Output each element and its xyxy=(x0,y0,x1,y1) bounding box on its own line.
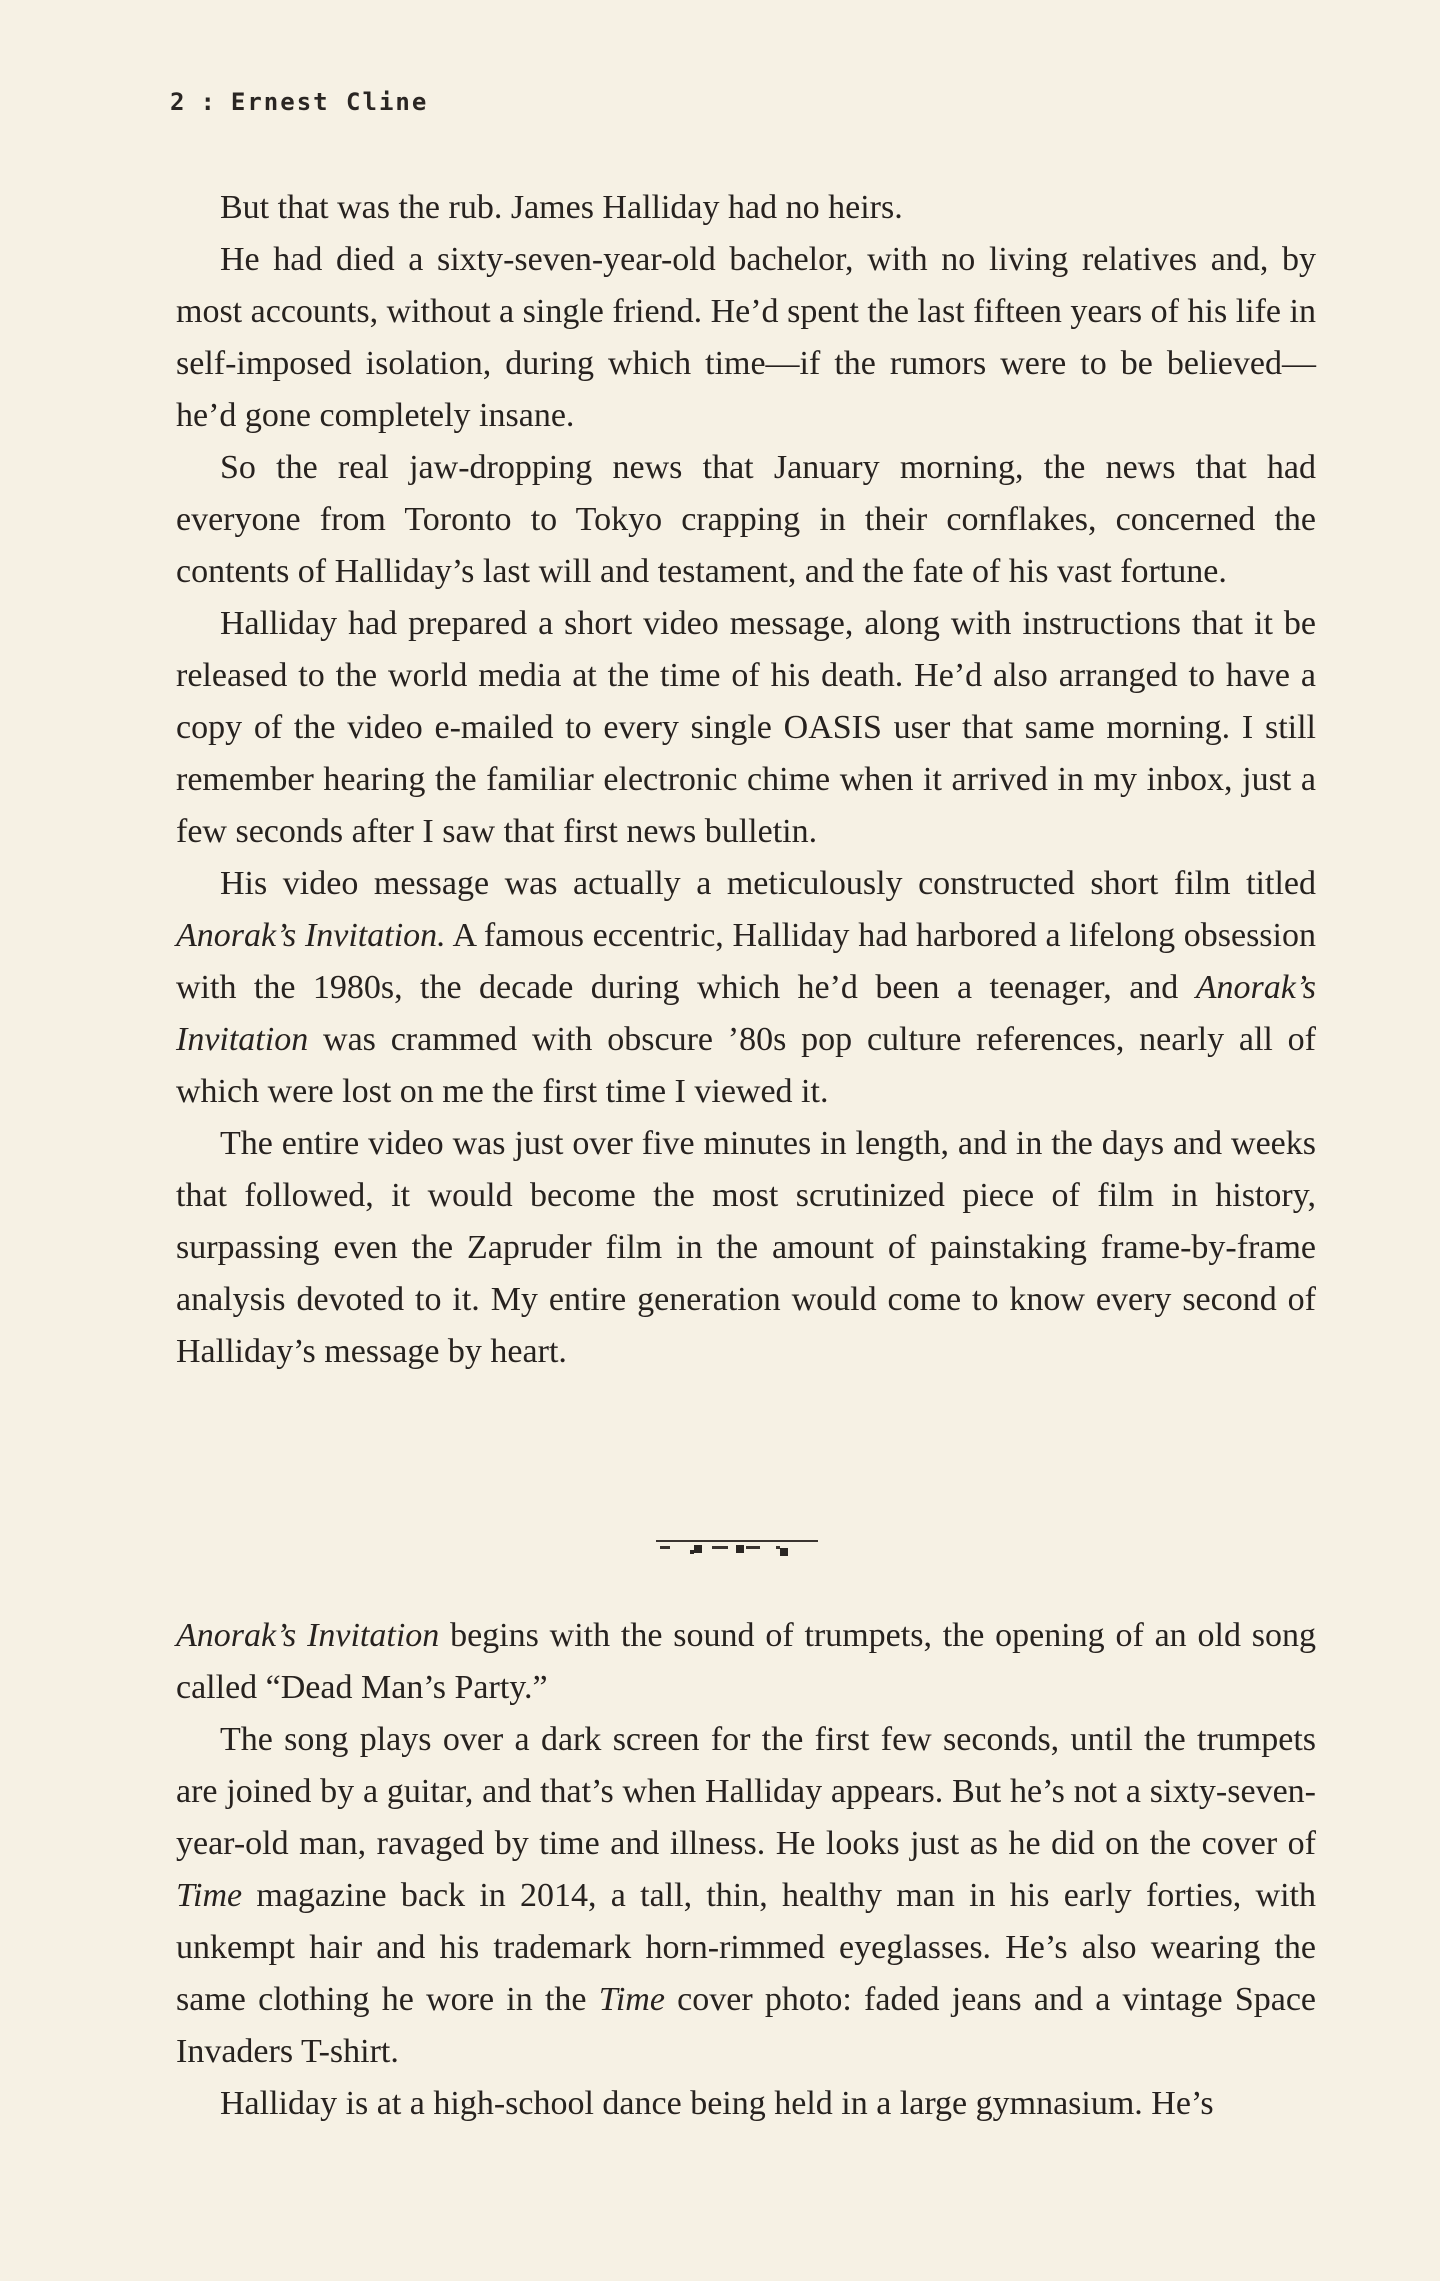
paragraph-9: Halliday is at a high-school dance being held in a large gymnasium. He’s xyxy=(220,2085,1214,2122)
page-number: 2 xyxy=(170,88,187,116)
p8-title: Time xyxy=(176,1877,243,1914)
paragraph-4: Halliday had prepared a short video message, along with instructions that it be released to the world media at the time of his death. He’d also arranged to have a copy of the video e-mailed to every single OASIS user that same morning. I still remember hearing the familiar electronic chime when it arrived in my inbox, just a few seconds after I saw that first news bulletin. xyxy=(176,605,1316,850)
p5-title-1: Anorak’s Invitation. xyxy=(176,917,446,954)
p7-after: begins with the sound of trumpets, the opening of an old song called “Dead Man’s Party.” xyxy=(176,1617,1316,1706)
body-text-top xyxy=(176,182,1316,1378)
body-text-bottom xyxy=(176,1610,1316,2130)
paragraph-2: He had died a sixty-seven-year-old bachelor, with no living relatives and, by most accounts, without a single friend. He’d spent the last fifteen years of his life in self-imposed isolation, during which time—if the rumors were to be believed—he’d gone completely insane. xyxy=(176,241,1316,434)
paragraph-8 xyxy=(176,1714,1316,2078)
author-name: Ernest Cline xyxy=(230,88,429,116)
paragraph-6: The entire video was just over five minutes in length, and in the days and weeks that followed, it would become the most scrutinized piece of film in history, surpassing even the Zapruder film in the amount of painstaking frame-by-frame analysis devoted to it. My entire generation would come to know every second of Halliday’s message by heart. xyxy=(176,1125,1316,1370)
p5-middle: A famous eccentric, Halliday had harbored a lifelong obsession with the 1980s, the decade during which he’d been a teenager, and xyxy=(176,917,1316,1006)
p7-title: Anorak’s Invitation xyxy=(176,1617,440,1654)
p5-before: His video message was actually a meticulously constructed short film titled xyxy=(220,865,1316,902)
p8-end: cover photo: faded jeans and a vintage Space Invaders T-shirt. xyxy=(176,1981,1317,2070)
p5-title-2: Anorak’s Invitation xyxy=(176,969,1316,1058)
p8-title-2: Time xyxy=(598,1981,665,2018)
pixel-invader-ornament-icon xyxy=(654,1536,824,1562)
paragraph-1: But that was the rub. James Halliday had no heirs. xyxy=(220,189,903,226)
p8-after: magazine back in 2014, a tall, thin, healthy man in his early forties, with unkempt hair and his trademark horn-rimmed eyeglasses. He’s also wearing the same clothing he wore in the xyxy=(176,1877,1317,2018)
p5-after: was crammed with obscure ’80s pop culture references, nearly all of which were lost on me the first time I viewed it. xyxy=(176,1021,1316,1110)
header-separator: : xyxy=(200,88,217,116)
running-head xyxy=(170,88,428,116)
paragraph-7 xyxy=(176,1610,1316,1714)
p8-text: The song plays over a dark screen for the first few seconds, until the trumpets are joined by a guitar, and that’s when Halliday appears. But he’s not a sixty-seven-year-old man, ravaged by time and illness. He looks just as he did on the cover of xyxy=(176,1721,1316,1862)
paragraph-3: So the real jaw-dropping news that January morning, the news that had everyone from Toronto to Tokyo crapping in their cornflakes, concerned the contents of Halliday’s last will and testament, and the fate of his vast fortune. xyxy=(176,449,1316,590)
paragraph-5 xyxy=(176,858,1316,1118)
